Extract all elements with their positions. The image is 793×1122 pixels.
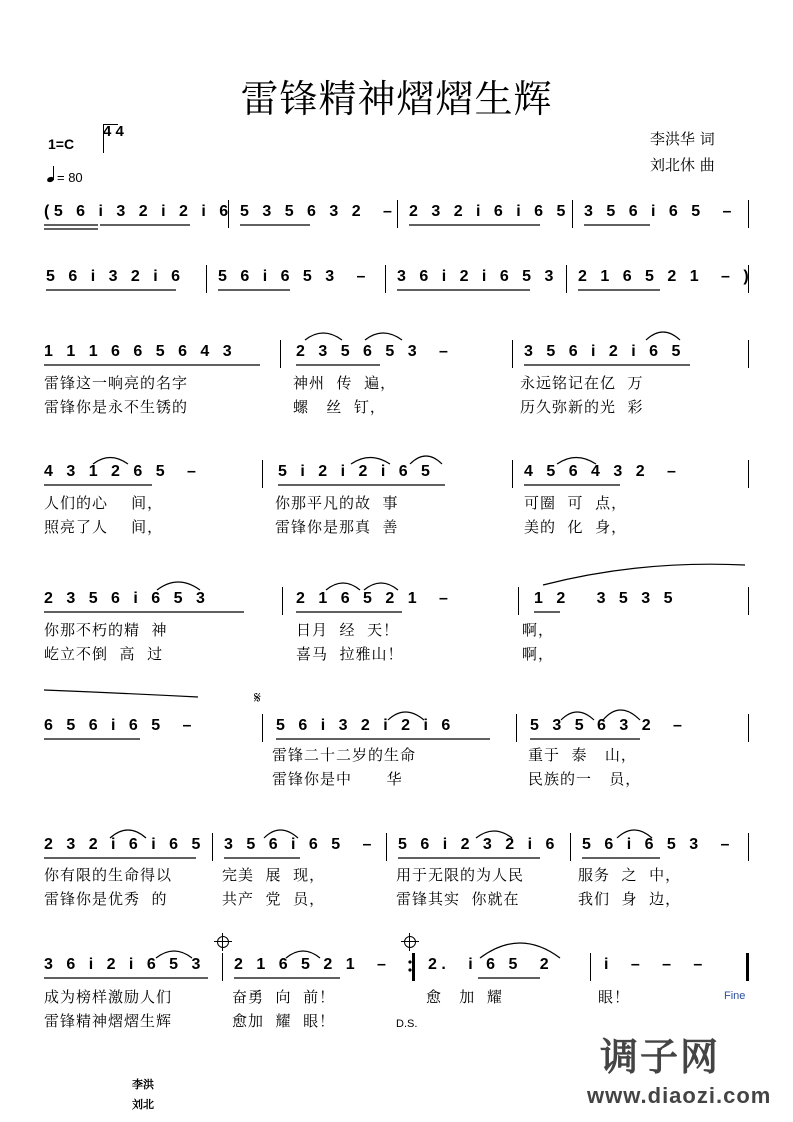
barline	[397, 200, 398, 228]
lyric-line: 愈加 耀 眼！	[232, 1012, 336, 1030]
measure: 2 1 6 5 2 1 –	[234, 956, 391, 973]
lyric-line: 共产 党 员，	[222, 890, 326, 908]
barline	[516, 714, 517, 742]
tempo-mark	[47, 166, 83, 185]
barline	[385, 265, 386, 293]
measure: 3 5 6 i 2 i 6 5	[524, 343, 685, 360]
barline	[386, 833, 387, 861]
barline	[590, 953, 591, 981]
footer-line: 李洪	[132, 1079, 154, 1091]
tempo-value: = 80	[57, 170, 83, 185]
measure: 2 3 5 6 5 3 –	[296, 343, 453, 360]
measure: 5 6 i 2 3 2 i 6	[398, 836, 559, 853]
barline	[748, 587, 749, 615]
barline	[748, 714, 749, 742]
barline	[262, 460, 263, 488]
lyric-line: 完美 展 现，	[222, 866, 326, 884]
lyric-line: 你有限的生命得以	[44, 866, 173, 884]
measure: 5 6 i 6 5 3 –	[218, 268, 370, 285]
measure: 2 1 6 5 2 1 – )	[578, 268, 754, 285]
barline	[748, 265, 749, 293]
lyric-line: 神州 传 遍，	[293, 374, 397, 392]
notation-system	[0, 340, 793, 364]
measure: 2 1 6 5 2 1 –	[296, 590, 453, 607]
lyric-line: 眼！	[598, 988, 631, 1006]
barline	[748, 200, 749, 228]
measure: 2 3 5 6 i 6 5 3	[44, 590, 210, 607]
notation-system	[0, 265, 793, 289]
lyric-line: 照亮了人 间，	[44, 518, 164, 536]
measure: 4 5 6 4 3 2 –	[524, 463, 681, 480]
lyric-line: 奋勇 向 前！	[232, 988, 336, 1006]
measure: (5 6 i 3 2 i 2 i 6	[44, 203, 233, 220]
coda-icon	[217, 936, 229, 948]
lyric-line: 重于 泰 山，	[528, 746, 637, 764]
coda-icon	[404, 936, 416, 948]
notation-system	[0, 200, 793, 224]
lyric-line: 永远铭记在亿 万	[520, 374, 644, 392]
lyric-line: 啊，	[522, 645, 555, 663]
notation-system	[0, 714, 793, 738]
notation-system	[0, 587, 793, 611]
barline	[280, 340, 281, 368]
barline	[222, 953, 223, 981]
measure: 5 6 i 3 2 i 6	[46, 268, 185, 285]
measure: 5 6 i 3 2 i 2 i 6	[276, 717, 455, 734]
lyric-line: 螺 丝 钉，	[293, 398, 386, 416]
barline	[572, 200, 573, 228]
lyric-line: 雷锋精神熠熠生辉	[44, 1012, 173, 1030]
measure: 1 2 3 5 3 5	[534, 590, 678, 607]
lyric-line: 雷锋这一响亮的名字	[44, 374, 189, 392]
lyric-line: 我们 身 边，	[578, 890, 682, 908]
lyric-line: 愈 加 耀	[426, 988, 503, 1006]
lyric-line: 日月 经 天！	[296, 621, 400, 639]
key-signature: 1=C	[48, 136, 75, 152]
measure: 5 3 5 6 3 2 –	[530, 717, 687, 734]
lyric-line: 可圈 可 点，	[524, 494, 628, 512]
fine-mark: Fine	[724, 990, 746, 1002]
lyric-line: 用于无限的为人民	[396, 866, 525, 884]
notation-system	[0, 460, 793, 484]
measure: 3 6 i 2 i 6 5 3	[397, 268, 558, 285]
measure: 5 6 i 6 5 3 –	[582, 836, 734, 853]
lyric-line: 雷锋二十二岁的生命	[272, 746, 417, 764]
lyric-line: 雷锋你是中 华	[272, 770, 403, 788]
measure: 5 3 5 6 3 2 –	[240, 203, 397, 220]
lyric-line: 喜马 拉雅山！	[296, 645, 404, 663]
footer-line: 刘北	[132, 1099, 154, 1111]
measure: 3 5 6 i 6 5 –	[224, 836, 376, 853]
lyric-line: 雷锋其实 你就在	[396, 890, 520, 908]
time-signature-bottom: 4	[115, 123, 124, 140]
measure: 3 5 6 i 6 5 –	[584, 203, 736, 220]
barline	[748, 833, 749, 861]
quarter-note-icon	[47, 166, 57, 182]
lyric-line: 历久弥新的光 彩	[520, 398, 644, 416]
measure: 2 3 2 i 6 i 6 5	[409, 203, 570, 220]
lyric-line: 成为榜样激励人们	[44, 988, 173, 1006]
barline	[228, 200, 229, 228]
barline	[282, 587, 283, 615]
barline	[512, 460, 513, 488]
notation-system	[0, 953, 793, 977]
barline	[206, 265, 207, 293]
lyric-line: 民族的一 员，	[528, 770, 642, 788]
measure: 6 5 6 i 6 5 –	[44, 717, 196, 734]
lyric-line: 你那平凡的故 事	[275, 494, 399, 512]
lyric-line: 服务 之 中，	[578, 866, 682, 884]
final-barline	[746, 953, 749, 981]
measure: 4 3 1 2 6 5 –	[44, 463, 201, 480]
barline	[748, 460, 749, 488]
time-signature	[103, 124, 124, 140]
composer-credit: 刘北休 曲	[650, 156, 715, 174]
barline	[512, 340, 513, 368]
ds-mark: D.S.	[396, 1018, 418, 1030]
notation-system	[0, 833, 793, 857]
measure: i – – –	[604, 956, 707, 973]
barline	[518, 587, 519, 615]
barline	[748, 340, 749, 368]
lyric-line: 雷锋你是优秀 的	[44, 890, 168, 908]
barline	[566, 265, 567, 293]
watermark-logo: 调子网	[600, 1035, 721, 1079]
measure: 5 i 2 i 2 i 6 5	[278, 463, 435, 480]
barline	[570, 833, 571, 861]
lyric-line: 人们的心 间，	[44, 494, 164, 512]
time-signature-top: 4	[103, 123, 112, 140]
page-title: 雷锋精神熠熠生辉	[240, 77, 553, 121]
lyric-line: 你那不朽的精 神	[44, 621, 168, 639]
measure: 2 3 2 i 6 i 6 5	[44, 836, 205, 853]
lyricist-credit: 李洪华 词	[650, 130, 715, 148]
measure: 1 1 1 6 6 5 6 4 3	[44, 343, 237, 360]
lyric-line: 雷锋你是那真 善	[275, 518, 399, 536]
barline	[212, 833, 213, 861]
watermark-url: www.diaozi.com	[587, 1083, 772, 1108]
segno-icon: 𝄋	[254, 688, 261, 707]
lyric-line: 啊，	[522, 621, 555, 639]
repeat-end-barline	[412, 953, 415, 981]
lyric-line: 美的 化 身，	[524, 518, 628, 536]
barline	[262, 714, 263, 742]
lyric-line: 雷锋你是永不生锈的	[44, 398, 189, 416]
measure: 2. i 6 5 2	[428, 956, 554, 973]
lyric-line: 屹立不倒 高 过	[44, 645, 164, 663]
measure: 3 6 i 2 i 6 5 3	[44, 956, 205, 973]
